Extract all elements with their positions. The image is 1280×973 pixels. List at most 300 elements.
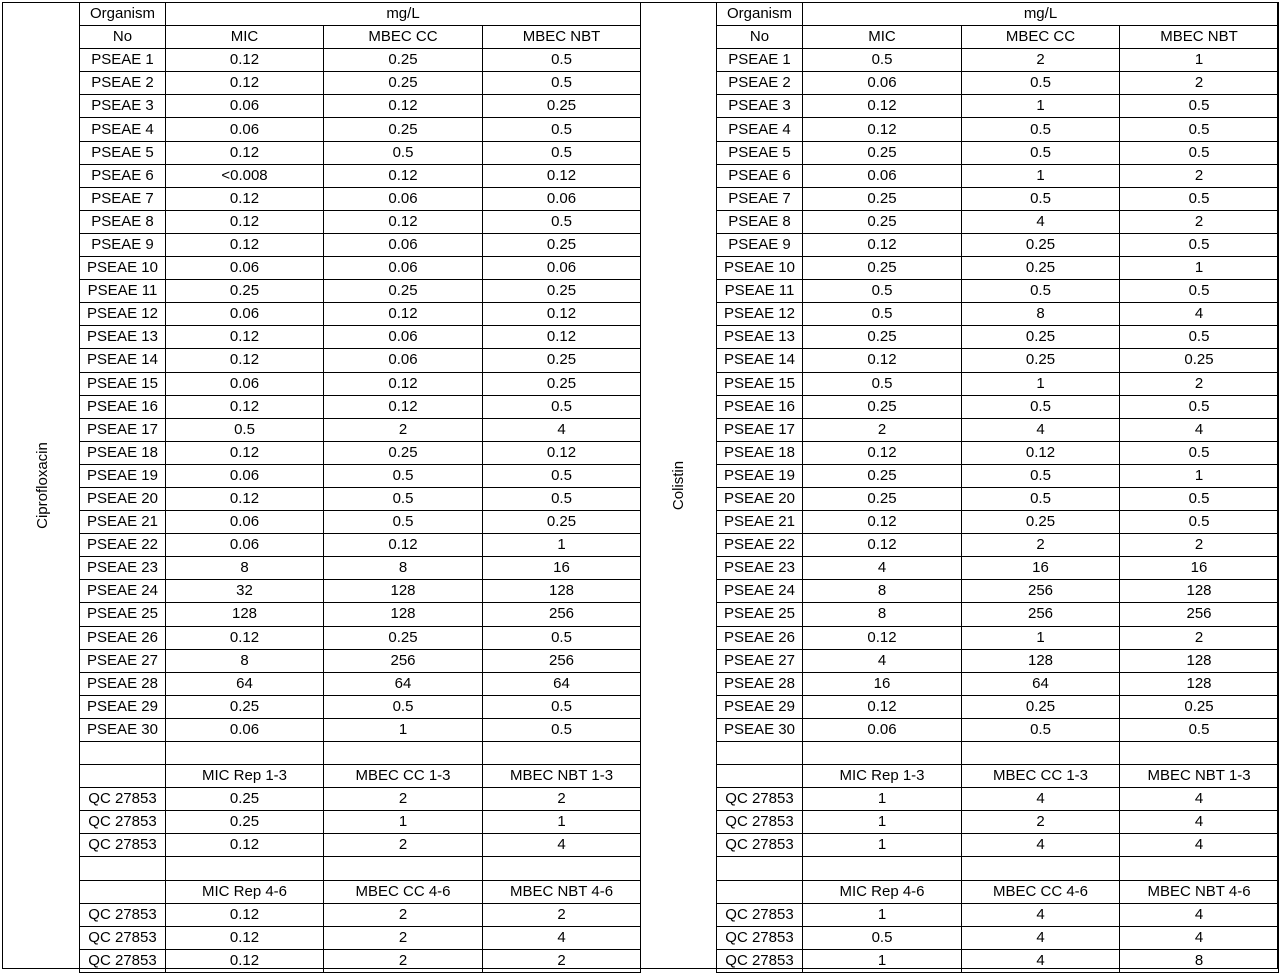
value-cell: 8	[962, 303, 1120, 326]
qc-row	[717, 926, 1279, 949]
table-row	[80, 187, 641, 210]
qc-row	[717, 788, 1279, 811]
empty-cell	[80, 742, 166, 765]
value-cell: 0.5	[803, 926, 962, 949]
value-cell: 2	[324, 418, 483, 441]
organism-cell: PSEAE 8	[717, 210, 803, 233]
value-cell: 1	[803, 811, 962, 834]
value-cell: MIC Rep 4-6	[166, 880, 324, 903]
empty-cell	[166, 742, 324, 765]
value-cell: 0.12	[166, 949, 324, 972]
value-cell: 2	[483, 949, 641, 972]
value-cell: 1	[962, 626, 1120, 649]
table-row	[80, 141, 641, 164]
value-cell: 2	[1120, 626, 1279, 649]
value-cell: 0.5	[324, 141, 483, 164]
organism-cell: PSEAE 9	[717, 233, 803, 256]
value-cell: 0.5	[962, 464, 1120, 487]
table-row	[80, 303, 641, 326]
table-row	[717, 141, 1279, 164]
empty-cell	[803, 857, 962, 880]
value-cell: 0.5	[962, 280, 1120, 303]
value-cell: 2	[483, 903, 641, 926]
organism-cell: PSEAE 10	[717, 257, 803, 280]
value-cell: 0.5	[962, 187, 1120, 210]
organism-cell: QC 27853	[717, 903, 803, 926]
value-cell: 4	[1120, 834, 1279, 857]
value-cell: 2	[962, 49, 1120, 72]
qc-row	[80, 926, 641, 949]
table-row	[717, 557, 1279, 580]
value-cell: 1	[483, 811, 641, 834]
organism-cell	[80, 765, 166, 788]
organism-cell: PSEAE 5	[717, 141, 803, 164]
value-cell: 0.25	[962, 511, 1120, 534]
table-row	[717, 72, 1279, 95]
value-cell: 0.12	[324, 303, 483, 326]
value-cell: 4	[962, 834, 1120, 857]
value-cell: 2	[324, 926, 483, 949]
table-row	[717, 95, 1279, 118]
value-cell: MBEC NBT 1-3	[483, 765, 641, 788]
value-cell: 0.5	[483, 49, 641, 72]
value-cell: 4	[962, 949, 1120, 972]
value-cell: 0.06	[166, 718, 324, 741]
value-cell: 2	[1120, 210, 1279, 233]
value-cell: 0.5	[1120, 233, 1279, 256]
value-cell: 0.25	[1120, 695, 1279, 718]
value-cell: 4	[1120, 418, 1279, 441]
table-row	[80, 395, 641, 418]
value-cell: 0.06	[803, 718, 962, 741]
organism-cell: QC 27853	[717, 811, 803, 834]
value-cell: 64	[324, 672, 483, 695]
value-cell: 1	[1120, 257, 1279, 280]
value-cell: 0.12	[483, 441, 641, 464]
drug-label-colistin: Colistin	[670, 460, 688, 511]
value-cell: 0.12	[166, 187, 324, 210]
value-cell: 0.25	[803, 464, 962, 487]
value-cell: 0.25	[962, 326, 1120, 349]
value-cell: 0.5	[1120, 118, 1279, 141]
empty-cell	[1120, 742, 1279, 765]
value-cell: MIC Rep 1-3	[166, 765, 324, 788]
value-cell: 1	[803, 949, 962, 972]
organism-cell: PSEAE 3	[717, 95, 803, 118]
table-row	[717, 672, 1279, 695]
value-cell: 4	[962, 788, 1120, 811]
value-cell: 0.06	[166, 372, 324, 395]
table-row	[717, 233, 1279, 256]
table-row	[80, 418, 641, 441]
qc-row	[717, 811, 1279, 834]
table-row	[80, 280, 641, 303]
value-cell: 0.12	[166, 834, 324, 857]
column-header-row	[717, 26, 1279, 49]
value-cell: 0.5	[483, 210, 641, 233]
organism-cell: PSEAE 6	[80, 164, 166, 187]
value-cell: 0.12	[166, 487, 324, 510]
value-cell: 0.25	[324, 118, 483, 141]
value-cell: MIC Rep 4-6	[803, 880, 962, 903]
mbec-nbt-header: MBEC NBT	[483, 26, 641, 49]
organism-cell: QC 27853	[80, 926, 166, 949]
value-cell: 2	[1120, 164, 1279, 187]
empty-cell	[962, 857, 1120, 880]
value-cell: 0.06	[166, 257, 324, 280]
value-cell: 0.06	[324, 326, 483, 349]
table-row	[717, 649, 1279, 672]
value-cell: 1	[803, 834, 962, 857]
value-cell: 0.5	[324, 695, 483, 718]
value-cell: 128	[483, 580, 641, 603]
organism-cell: PSEAE 21	[80, 511, 166, 534]
spacer-row	[80, 742, 641, 765]
value-cell: 0.5	[324, 464, 483, 487]
unit-header: mg/L	[803, 3, 1279, 26]
value-cell: 0.5	[483, 395, 641, 418]
value-cell: MBEC NBT 1-3	[1120, 765, 1279, 788]
organism-cell: PSEAE 16	[717, 395, 803, 418]
qc-header-row	[80, 765, 641, 788]
value-cell: 16	[1120, 557, 1279, 580]
organism-cell: PSEAE 10	[80, 257, 166, 280]
organism-cell: PSEAE 12	[80, 303, 166, 326]
organism-cell: PSEAE 4	[80, 118, 166, 141]
value-cell: 0.5	[1120, 487, 1279, 510]
organism-cell: PSEAE 19	[80, 464, 166, 487]
value-cell: 0.5	[803, 280, 962, 303]
value-cell: 0.25	[483, 95, 641, 118]
value-cell: 0.5	[324, 511, 483, 534]
empty-cell	[803, 742, 962, 765]
value-cell: 256	[1120, 603, 1279, 626]
organism-cell: PSEAE 11	[80, 280, 166, 303]
table-row	[80, 349, 641, 372]
organism-cell: PSEAE 14	[80, 349, 166, 372]
value-cell: 2	[1120, 534, 1279, 557]
organism-cell: PSEAE 2	[717, 72, 803, 95]
organism-cell: PSEAE 20	[80, 487, 166, 510]
table-row	[717, 718, 1279, 741]
value-cell: 128	[1120, 672, 1279, 695]
value-cell: 0.12	[166, 626, 324, 649]
value-cell: 0.06	[166, 534, 324, 557]
table-row	[717, 511, 1279, 534]
value-cell: 0.25	[483, 280, 641, 303]
table-row	[80, 72, 641, 95]
organism-cell	[80, 880, 166, 903]
value-cell: 256	[324, 649, 483, 672]
value-cell: 0.5	[483, 487, 641, 510]
table-row	[717, 164, 1279, 187]
value-cell: 0.25	[166, 280, 324, 303]
organism-cell: QC 27853	[717, 788, 803, 811]
value-cell: 8	[324, 557, 483, 580]
value-cell: 2	[962, 811, 1120, 834]
value-cell: 0.25	[803, 257, 962, 280]
value-cell: 0.25	[803, 487, 962, 510]
value-cell: 0.5	[483, 141, 641, 164]
table-row	[80, 49, 641, 72]
value-cell: 0.12	[324, 372, 483, 395]
colistin-table	[716, 2, 1279, 973]
organism-cell: PSEAE 19	[717, 464, 803, 487]
value-cell: 0.25	[324, 280, 483, 303]
qc-header-row	[80, 880, 641, 903]
value-cell: 0.06	[166, 464, 324, 487]
organism-cell: PSEAE 18	[717, 441, 803, 464]
value-cell: 128	[962, 649, 1120, 672]
organism-cell: QC 27853	[717, 926, 803, 949]
table-row	[717, 372, 1279, 395]
value-cell: 0.25	[1120, 349, 1279, 372]
qc-header-row	[717, 765, 1279, 788]
value-cell: 128	[1120, 649, 1279, 672]
value-cell: 0.25	[166, 811, 324, 834]
organism-cell: PSEAE 13	[717, 326, 803, 349]
spacer-row	[80, 857, 641, 880]
value-cell: 128	[166, 603, 324, 626]
value-cell: 0.12	[324, 164, 483, 187]
table-row	[80, 649, 641, 672]
value-cell: 0.5	[483, 464, 641, 487]
value-cell: 0.12	[166, 441, 324, 464]
column-header-row	[80, 26, 641, 49]
table-row	[80, 557, 641, 580]
organism-cell: PSEAE 20	[717, 487, 803, 510]
table-row	[80, 487, 641, 510]
value-cell: <0.008	[166, 164, 324, 187]
spacer-row	[717, 857, 1279, 880]
value-cell: 0.25	[483, 372, 641, 395]
empty-cell	[1120, 857, 1279, 880]
organism-cell: QC 27853	[80, 903, 166, 926]
value-cell: 0.5	[803, 372, 962, 395]
qc-row	[717, 834, 1279, 857]
value-cell: 0.5	[1120, 187, 1279, 210]
mbec-cc-header: MBEC CC	[324, 26, 483, 49]
value-cell: 0.5	[803, 303, 962, 326]
value-cell: 0.5	[1120, 395, 1279, 418]
qc-row	[80, 788, 641, 811]
value-cell: 64	[483, 672, 641, 695]
organism-cell: PSEAE 23	[80, 557, 166, 580]
organism-cell: PSEAE 13	[80, 326, 166, 349]
value-cell: 0.12	[483, 164, 641, 187]
qc-row	[80, 834, 641, 857]
organism-cell: PSEAE 9	[80, 233, 166, 256]
table-row	[80, 464, 641, 487]
organism-cell: PSEAE 14	[717, 349, 803, 372]
table-row	[80, 118, 641, 141]
organism-cell: PSEAE 8	[80, 210, 166, 233]
value-cell: 0.25	[803, 187, 962, 210]
value-cell: 0.06	[166, 303, 324, 326]
value-cell: 1	[1120, 49, 1279, 72]
table-row	[717, 395, 1279, 418]
value-cell: 0.12	[803, 626, 962, 649]
empty-cell	[324, 742, 483, 765]
table-row	[80, 233, 641, 256]
value-cell: 1	[324, 811, 483, 834]
value-cell: 1	[324, 718, 483, 741]
value-cell: 0.12	[803, 233, 962, 256]
no-header: No	[80, 26, 166, 49]
value-cell: 0.5	[1120, 141, 1279, 164]
value-cell: 0.5	[1120, 718, 1279, 741]
value-cell: 4	[962, 210, 1120, 233]
value-cell: 8	[803, 580, 962, 603]
organism-cell: QC 27853	[80, 834, 166, 857]
organism-cell: PSEAE 29	[717, 695, 803, 718]
value-cell: 0.5	[962, 118, 1120, 141]
value-cell: MBEC CC 1-3	[324, 765, 483, 788]
organism-cell: PSEAE 21	[717, 511, 803, 534]
organism-cell: QC 27853	[717, 949, 803, 972]
value-cell: 0.5	[483, 718, 641, 741]
table-row	[80, 718, 641, 741]
qc-row	[717, 949, 1279, 972]
table-row	[717, 210, 1279, 233]
organism-cell	[717, 880, 803, 903]
value-cell: 256	[962, 603, 1120, 626]
table-row	[80, 672, 641, 695]
value-cell: 0.06	[483, 257, 641, 280]
value-cell: MBEC CC 4-6	[324, 880, 483, 903]
value-cell: 1	[803, 788, 962, 811]
value-cell: 0.06	[483, 187, 641, 210]
table-row	[80, 372, 641, 395]
value-cell: 0.5	[324, 487, 483, 510]
empty-cell	[962, 742, 1120, 765]
organism-cell: PSEAE 30	[717, 718, 803, 741]
value-cell: 1	[803, 903, 962, 926]
value-cell: 0.5	[1120, 326, 1279, 349]
organism-cell: PSEAE 17	[717, 418, 803, 441]
mic-header: MIC	[166, 26, 324, 49]
organism-cell: PSEAE 12	[717, 303, 803, 326]
value-cell: 0.06	[324, 349, 483, 372]
organism-cell: QC 27853	[80, 811, 166, 834]
value-cell: 0.12	[483, 303, 641, 326]
value-cell: 4	[962, 926, 1120, 949]
organism-cell: PSEAE 30	[80, 718, 166, 741]
organism-cell: PSEAE 29	[80, 695, 166, 718]
value-cell: 1	[962, 95, 1120, 118]
table-row	[80, 164, 641, 187]
organism-cell: PSEAE 7	[80, 187, 166, 210]
value-cell: 0.12	[166, 141, 324, 164]
value-cell: 8	[1120, 949, 1279, 972]
table-row	[80, 95, 641, 118]
value-cell: 0.12	[803, 441, 962, 464]
value-cell: 0.06	[166, 511, 324, 534]
organism-cell: PSEAE 22	[80, 534, 166, 557]
value-cell: 0.12	[166, 349, 324, 372]
organism-cell: PSEAE 1	[717, 49, 803, 72]
table-row	[717, 580, 1279, 603]
empty-cell	[717, 857, 803, 880]
table-row	[717, 695, 1279, 718]
value-cell: 4	[962, 903, 1120, 926]
organism-cell: PSEAE 26	[717, 626, 803, 649]
value-cell: 4	[483, 418, 641, 441]
value-cell: 32	[166, 580, 324, 603]
organism-header: Organism	[80, 3, 166, 26]
organism-cell: PSEAE 5	[80, 141, 166, 164]
value-cell: 0.25	[324, 49, 483, 72]
organism-cell: PSEAE 16	[80, 395, 166, 418]
table-row	[717, 326, 1279, 349]
value-cell: 16	[962, 557, 1120, 580]
table-row	[80, 326, 641, 349]
table-row	[80, 534, 641, 557]
organism-cell: PSEAE 18	[80, 441, 166, 464]
organism-cell: PSEAE 26	[80, 626, 166, 649]
value-cell: 0.06	[803, 164, 962, 187]
value-cell: 4	[1120, 788, 1279, 811]
value-cell: 0.06	[166, 118, 324, 141]
empty-cell	[483, 857, 641, 880]
header-row	[80, 3, 641, 26]
value-cell: 128	[324, 603, 483, 626]
value-cell: 8	[166, 557, 324, 580]
value-cell: 0.5	[483, 695, 641, 718]
table-row	[717, 603, 1279, 626]
value-cell: 0.5	[962, 718, 1120, 741]
value-cell: 0.12	[166, 903, 324, 926]
value-cell: 16	[803, 672, 962, 695]
unit-header: mg/L	[166, 3, 641, 26]
organism-cell: QC 27853	[80, 788, 166, 811]
value-cell: 2	[1120, 72, 1279, 95]
table-row	[80, 441, 641, 464]
table-row	[717, 187, 1279, 210]
value-cell: 0.25	[166, 695, 324, 718]
value-cell: 0.5	[962, 72, 1120, 95]
value-cell: 0.5	[1120, 280, 1279, 303]
organism-cell	[717, 765, 803, 788]
value-cell: 0.25	[324, 72, 483, 95]
table-row	[80, 695, 641, 718]
value-cell: 0.5	[1120, 511, 1279, 534]
value-cell: 0.5	[166, 418, 324, 441]
value-cell: 4	[803, 649, 962, 672]
value-cell: 16	[483, 557, 641, 580]
table-row	[80, 257, 641, 280]
mbec-cc-header: MBEC CC	[962, 26, 1120, 49]
value-cell: 0.25	[962, 695, 1120, 718]
value-cell: 0.12	[166, 72, 324, 95]
value-cell: 2	[483, 788, 641, 811]
value-cell: 128	[324, 580, 483, 603]
value-cell: 2	[324, 903, 483, 926]
table-row	[80, 210, 641, 233]
value-cell: 1	[962, 164, 1120, 187]
table-row	[717, 280, 1279, 303]
table-row	[80, 603, 641, 626]
value-cell: MBEC NBT 4-6	[483, 880, 641, 903]
value-cell: 4	[483, 834, 641, 857]
organism-cell: PSEAE 25	[80, 603, 166, 626]
value-cell: 4	[1120, 926, 1279, 949]
value-cell: 4	[962, 418, 1120, 441]
value-cell: 1	[483, 534, 641, 557]
value-cell: 1	[1120, 464, 1279, 487]
organism-cell: PSEAE 23	[717, 557, 803, 580]
value-cell: 0.25	[324, 441, 483, 464]
